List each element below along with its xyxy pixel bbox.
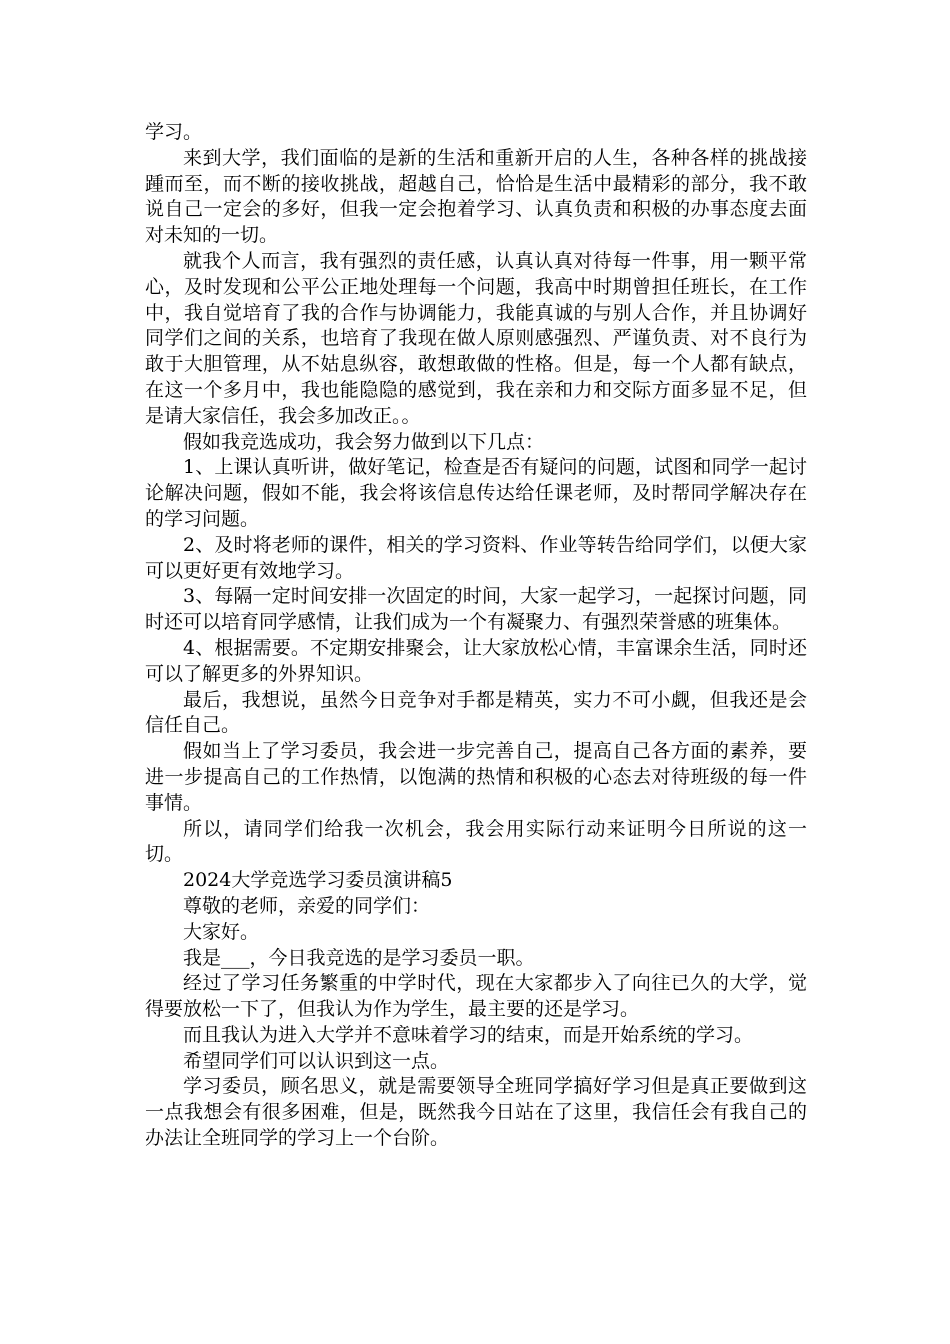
- paragraph: 我是___，今日我竞选的是学习委员一职。: [183, 946, 535, 969]
- greeting: 大家好。: [183, 920, 260, 943]
- paragraph: 希望同学们可以认识到这一点。: [183, 1049, 450, 1072]
- paragraph: 最后，我想说，虽然今日竞争对手都是精英，实力不可小觑，但我还是会信任自己。: [145, 688, 807, 737]
- section-heading: 2024大学竞选学习委员演讲稿5: [183, 869, 453, 892]
- paragraph: 假如当上了学习委员，我会进一步完善自己，提高自己各方面的素养，要进一步提高自己的工作热情，以饱满的热情和积极的心态去对待班级的每一件事情。: [145, 740, 807, 814]
- paragraph: 所以，请同学们给我一次机会，我会用实际行动来证明今日所说的这一切。: [145, 817, 807, 866]
- paragraph: 学习委员，顾名思义，就是需要领导全班同学搞好学习但是真正要做到这一点我想会有很多困难，但是，既然我今日站在了这里，我信任会有我自己的办法让全班同学的学习上一个台阶。: [145, 1075, 807, 1150]
- paragraph: 而且我认为进入大学并不意味着学习的结束，而是开始系统的学习。: [183, 1023, 754, 1046]
- list-item-1: 1、上课认真听讲，做好笔记，检查是否有疑问的问题，试图和同学一起讨论解决问题，假如不能，我会将该信息传达给任课老师，及时帮同学解决存在的学习问题。: [145, 456, 807, 530]
- paragraph: 学习。: [145, 121, 203, 143]
- paragraph: 经过了学习任务繁重的中学时代，现在大家都步入了向往已久的大学，觉得要放松一下了，但我认为作为学生，最主要的还是学习。: [145, 972, 807, 1021]
- document-page: [145, 120, 807, 1152]
- paragraph: 就我个人而言，我有强烈的责任感，认真认真对待每一件事，用一颗平常心，及时发现和公平公正地处理每一个问题，我高中时期曾担任班长，在工作中，我自觉培育了我的合作与协调能力，我能真诚的与别人合作，并且协调好同学们之间的关系，也培育了我现在做人原则感强烈、严谨负责、对不良行为敢于大胆管理，从不姑息纵容，敢想敢做的性格。但是，每一个人都有缺点，在这一个多月中，我也能隐隐的感觉到，我在亲和力和交际方面多显不足，但是请大家信任，我会多加改正。。: [145, 249, 807, 427]
- paragraph: 来到大学，我们面临的是新的生活和重新开启的人生，各种各样的挑战接踵而至，而不断的接收挑战，超越自己，恰恰是生活中最精彩的部分，我不敢说自己一定会的多好，但我一定会抱着学习、认真负责和积极的办事态度去面对未知的一切。: [145, 146, 807, 247]
- list-item-3: 3、每隔一定时间安排一次固定的时间，大家一起学习，一起探讨问题，同时还可以培育同学感情，让我们成为一个有凝聚力、有强烈荣誉感的班集体。: [145, 585, 807, 634]
- paragraph: 假如我竞选成功，我会努力做到以下几点：: [183, 430, 545, 453]
- salutation: 尊敬的老师，亲爱的同学们：: [183, 894, 431, 917]
- list-item-2: 2、及时将老师的课件，相关的学习资料、作业等转告给同学们，以便大家可以更好更有效地学习。: [145, 533, 807, 582]
- list-item-4: 4、根据需要。不定期安排聚会，让大家放松心情，丰富课余生活，同时还可以了解更多的外界知识。: [145, 636, 807, 685]
